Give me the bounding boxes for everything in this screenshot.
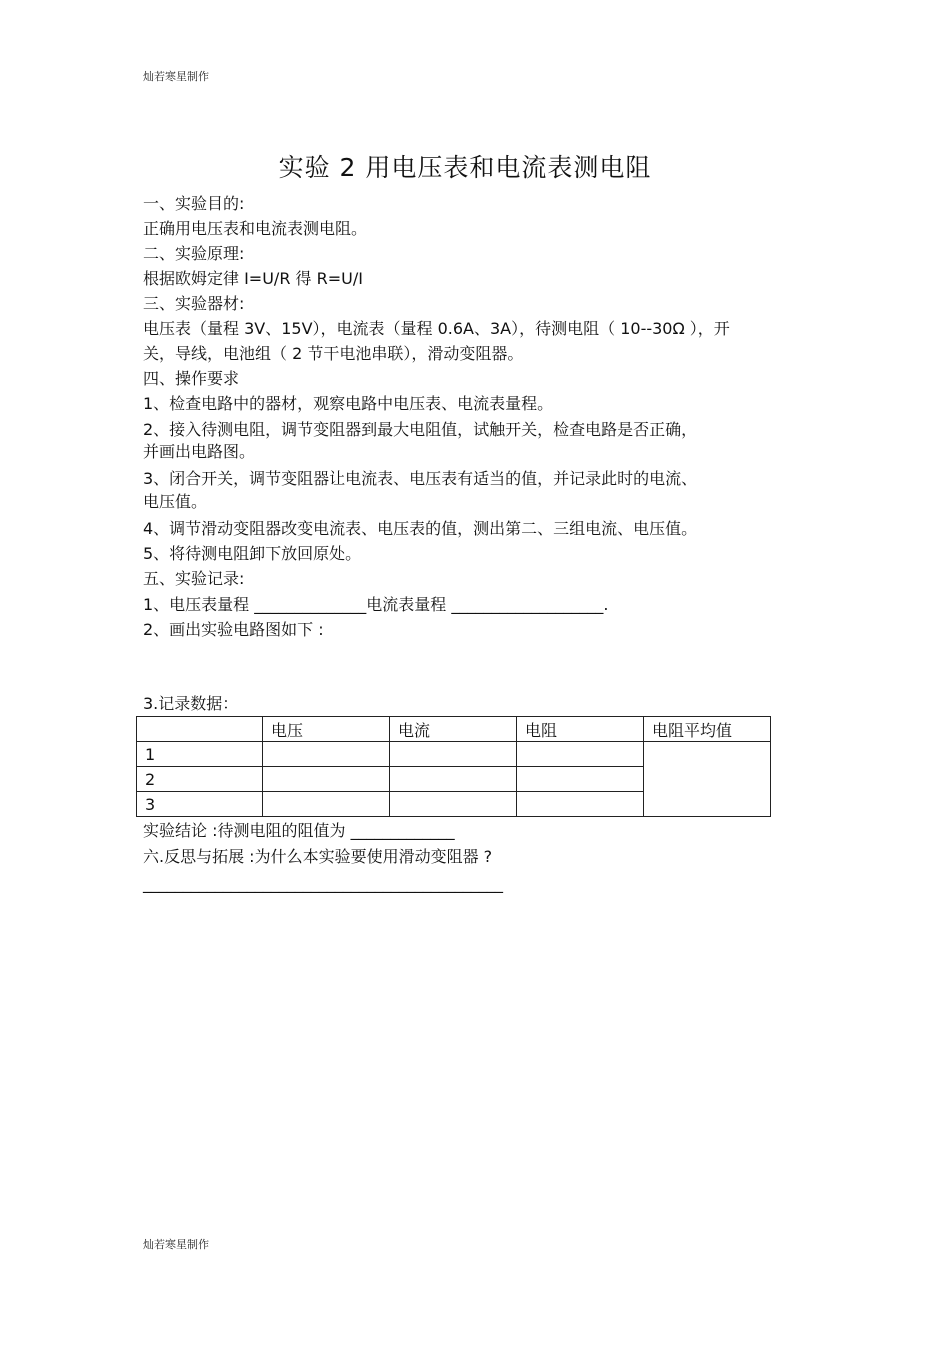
procedure-step-3-cont: 电压值。 <box>143 492 208 511</box>
current-cell[interactable] <box>390 792 517 817</box>
purpose-text: 正确用电压表和电流表测电阻。 <box>143 219 368 238</box>
row-index: 1 <box>137 742 263 767</box>
voltage-cell[interactable] <box>263 792 390 817</box>
table-header-resistance: 电阻 <box>517 717 644 742</box>
current-cell[interactable] <box>390 767 517 792</box>
resistance-cell[interactable] <box>517 742 644 767</box>
table-header-average-resistance: 电阻平均值 <box>644 717 771 742</box>
procedure-step-4: 4、调节滑动变阻器改变电流表、电压表的值，测出第二、三组电流、电压值。 <box>143 519 698 538</box>
table-row <box>137 742 771 767</box>
equipment-text-line2: 关，导线，电池组（ 2 节干电池串联），滑动变阻器。 <box>143 344 524 363</box>
procedure-step-3: 3、闭合开关，调节变阻器让电流表、电压表有适当的值，并记录此时的电流、 <box>143 469 698 488</box>
document-title: 实验 2 用电压表和电流表测电阻 <box>278 153 652 182</box>
section-principle-heading: 二、实验原理: <box>143 244 245 263</box>
conclusion-text: 实验结论 :待测电阻的阻值为 _____________ <box>143 821 455 840</box>
section-procedure-heading: 四、操作要求 <box>143 369 240 388</box>
table-header-cell <box>137 717 263 742</box>
voltage-cell[interactable] <box>263 742 390 767</box>
row-index: 2 <box>137 767 263 792</box>
footer-watermark: 灿若寒星制作 <box>143 1238 209 1251</box>
average-resistance-cell[interactable] <box>644 742 771 817</box>
table-caption: 3.记录数据： <box>143 694 239 713</box>
current-cell[interactable] <box>390 742 517 767</box>
principle-text: 根据欧姆定律 I=U/R 得 R=U/I <box>143 269 363 288</box>
table-header-voltage: 电压 <box>263 717 390 742</box>
record-meter-range: 1、电压表量程 ______________电流表量程 ___________________. <box>143 595 609 614</box>
row-index: 3 <box>137 792 263 817</box>
procedure-step-1: 1、检查电路中的器材，观察电路中电压表、电流表量程。 <box>143 394 554 413</box>
resistance-cell[interactable] <box>517 767 644 792</box>
section-equipment-heading: 三、实验器材: <box>143 294 245 313</box>
voltage-cell[interactable] <box>263 767 390 792</box>
procedure-step-2-cont: 并画出电路图。 <box>143 442 256 461</box>
equipment-text-line1: 电压表（量程 3V、15V），电流表（量程 0.6A、3A），待测电阻（ 10--30Ω ），开 <box>143 319 730 338</box>
procedure-step-5: 5、将待测电阻卸下放回原处。 <box>143 544 362 563</box>
table-header-current: 电流 <box>390 717 517 742</box>
record-table <box>136 716 771 817</box>
section-purpose-heading: 一、实验目的: <box>143 194 245 213</box>
table-header-row <box>137 717 771 742</box>
resistance-cell[interactable] <box>517 792 644 817</box>
reflection-question: 六.反思与拓展 :为什么本实验要使用滑动变阻器 ? <box>143 847 493 866</box>
section-record-heading: 五、实验记录: <box>143 569 245 588</box>
answer-line: _____________________________________________ <box>143 874 503 893</box>
procedure-step-2: 2、接入待测电阻，调节变阻器到最大电阻值，试触开关，检查电路是否正确， <box>143 420 698 439</box>
record-circuit-diagram: 2、画出实验电路图如下 : <box>143 620 324 639</box>
header-watermark: 灿若寒星制作 <box>143 70 209 83</box>
